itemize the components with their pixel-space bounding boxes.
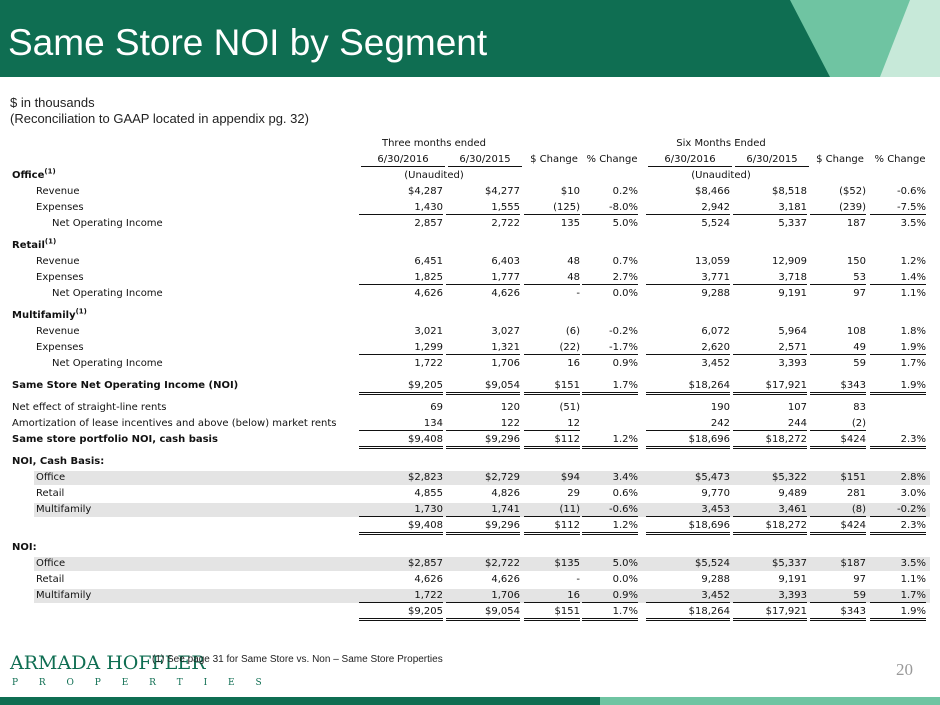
table-cell: 242 [646,418,730,431]
table-cell: (2) [810,418,866,431]
table-row [12,416,930,432]
page-number: 20 [896,660,913,679]
row-label-text: NOI, Cash Basis: [12,456,105,467]
table-column-header-row [12,152,930,168]
table-cell: $9,296 [446,520,520,535]
table-cell: 0.0% [612,574,638,585]
row-label [36,574,64,586]
table-row [12,518,930,534]
table-cell: 1,777 [446,272,520,285]
row-label-text: Net Operating Income [52,218,163,229]
table-cell: 1,555 [446,202,520,215]
table-row [12,378,930,394]
row-label-text: Multifamily [36,504,92,515]
table-cell: $424 [810,520,866,535]
table-cell: 1,299 [359,342,443,355]
units-note: $ in thousands [10,95,95,110]
table-cell: 1.9% [870,380,926,395]
table-cell: - [576,288,580,299]
table-row [12,572,930,588]
table-cell: 3,393 [733,590,807,603]
row-label-text: Net effect of straight-line rents [12,402,167,413]
gaap-reconciliation-note: (Reconciliation to GAAP located in appendix pg. 32) [10,111,309,126]
table-cell: $8,466 [695,186,730,197]
table-cell: 9,770 [701,488,730,499]
table-cell: 2.7% [582,272,638,285]
table-cell: $2,722 [485,558,520,569]
table-cell: $18,264 [646,606,730,621]
table-cell: 0.7% [612,256,638,267]
table-cell: $5,473 [695,472,730,483]
table-cell: $5,322 [772,472,807,483]
table-cell: $18,272 [733,520,807,535]
row-label-text: Office [36,558,66,569]
table-cell: 9,288 [701,574,730,585]
table-cell: -8.0% [582,202,638,215]
table-cell: 48 [567,256,580,267]
table-section-row [12,540,930,556]
table-cell: $151 [840,472,866,483]
unaudited-label: (Unaudited) [404,170,464,181]
row-label [36,272,84,284]
row-label-text: Expenses [36,202,84,213]
table-cell: $18,264 [646,380,730,395]
table-row [12,340,930,356]
table-cell: 1.4% [870,272,926,285]
column-header: $ Change [530,154,578,165]
table-cell: 1.1% [900,288,926,299]
table-cell: 3,452 [646,590,730,603]
row-label [12,402,166,414]
row-label-text: Expenses [36,342,84,353]
table-cell: 120 [500,402,520,413]
table-cell: $2,857 [408,558,443,569]
row-label [52,218,163,230]
table-cell: 3,021 [414,326,443,337]
table-cell: 4,826 [491,488,520,499]
table-row [12,502,930,518]
table-cell: 16 [524,590,580,603]
table-cell: 59 [853,358,866,369]
table-cell: 5,524 [701,218,730,229]
table-cell: -7.5% [870,202,926,215]
table-section-row [12,454,930,470]
table-row [12,324,930,340]
table-cell: 1.7% [900,358,926,369]
column-header: 6/30/2015 [448,154,522,167]
logo-subtitle: P R O P E R T I E S [12,678,271,688]
row-label [36,558,65,570]
table-cell: 3,771 [646,272,730,285]
table-cell: 9,489 [778,488,807,499]
table-row [12,432,930,448]
table-cell: 3,718 [733,272,807,285]
table-cell: 0.2% [612,186,638,197]
table-cell: $9,296 [446,434,520,449]
row-label-text: Retail [12,240,45,251]
table-cell: 1,825 [359,272,443,285]
table-cell: 134 [359,418,443,431]
table-cell: $424 [810,434,866,449]
table-cell: 69 [430,402,443,413]
table-cell: ($52) [839,186,866,197]
table-cell: 9,288 [701,288,730,299]
table-row [12,254,930,270]
logo-name: ARMADA HOFFLER [10,652,206,674]
table-cell: $343 [810,380,866,395]
table-cell: 4,855 [414,488,443,499]
table-cell: 5,337 [778,218,807,229]
table-cell: $4,287 [408,186,443,197]
table-row [12,184,930,200]
table-cell: $112 [524,434,580,449]
table-cell: 2,620 [646,342,730,355]
table-cell: (11) [524,504,580,517]
row-label-text: Office [12,170,45,181]
table-period-header-row [12,136,930,152]
table-cell: 53 [810,272,866,285]
table-cell: 1.2% [900,256,926,267]
table-cell: (6) [565,326,580,337]
table-cell: 0.0% [612,288,638,299]
row-label-text: Revenue [36,256,80,267]
table-cell: 1,730 [359,504,443,517]
row-label [52,288,163,300]
table-row [12,200,930,216]
row-label [36,326,80,338]
table-cell: 1.2% [582,434,638,449]
table-cell: $9,205 [359,380,443,395]
company-logo [10,650,271,695]
table-cell: $18,272 [733,434,807,449]
column-header: $ Change [816,154,864,165]
footnote-marker: (1) [44,167,56,176]
table-cell: $8,518 [772,186,807,197]
row-label [36,186,80,198]
table-cell: 3.5% [900,218,926,229]
row-label [36,504,91,516]
row-label-text: Net Operating Income [52,358,163,369]
table-cell: 6,451 [414,256,443,267]
table-cell: 5,964 [778,326,807,337]
unaudited-label: (Unaudited) [691,170,751,181]
table-cell: 3,027 [491,326,520,337]
row-label-text: Revenue [36,326,80,337]
table-cell: $5,524 [695,558,730,569]
table-cell: $17,921 [733,606,807,621]
table-row [12,270,930,286]
table-cell: 3,393 [778,358,807,369]
table-cell: 1.9% [870,606,926,621]
table-row [12,588,930,604]
table-cell: - [576,574,580,585]
table-cell: (51) [559,402,580,413]
row-label [36,342,84,354]
table-cell: $9,408 [359,434,443,449]
table-row [12,486,930,502]
table-cell: 3,181 [733,202,807,215]
table-cell: 1,706 [446,590,520,603]
table-cell: 6,072 [701,326,730,337]
table-cell: 2,571 [733,342,807,355]
table-cell: 1.7% [870,590,926,603]
table-cell: 1.2% [582,520,638,535]
table-cell: 12,909 [772,256,807,267]
row-label-text: Revenue [36,186,80,197]
table-cell: 2.8% [900,472,926,483]
row-label-text: Office [36,472,66,483]
table-cell: 3,452 [701,358,730,369]
table-cell: 108 [846,326,866,337]
row-label [12,380,238,392]
table-cell: 16 [567,358,580,369]
table-cell: 1,321 [446,342,520,355]
table-cell: 1,741 [446,504,520,517]
table-cell: $9,205 [359,606,443,621]
table-cell: 1,706 [491,358,520,369]
table-cell: 0.9% [612,358,638,369]
table-cell: 244 [733,418,807,431]
table-cell: 1.8% [900,326,926,337]
table-cell: 3.5% [900,558,926,569]
row-label [12,418,336,430]
row-label-text: Retail [36,488,65,499]
row-label [12,237,57,252]
row-label-text: Same Store Net Operating Income (NOI) [12,380,239,391]
row-label [36,488,64,500]
table-cell: $10 [560,186,580,197]
column-header: % Change [874,154,926,165]
column-header: 6/30/2016 [361,154,445,167]
table-cell: (22) [524,342,580,355]
row-label [36,472,65,484]
table-cell: $9,054 [446,606,520,621]
table-cell: 1,722 [414,358,443,369]
table-cell: 0.9% [582,590,638,603]
table-cell: 2.3% [870,520,926,535]
row-label [52,358,163,370]
table-cell: $343 [810,606,866,621]
table-cell: 135 [560,218,580,229]
table-cell: 1,430 [359,202,443,215]
row-label [12,307,87,322]
table-cell: $112 [524,520,580,535]
table-cell: 281 [846,488,866,499]
table-cell: $4,277 [485,186,520,197]
footnote-marker: (1) [75,307,87,316]
table-row [12,470,930,486]
table-cell: 4,626 [491,288,520,299]
column-header: 6/30/2015 [735,154,809,167]
bottom-bar [0,697,940,705]
row-label-text: Same store portfolio NOI, cash basis [12,434,218,445]
table-cell: 107 [787,402,807,413]
table-cell: 5.0% [612,218,638,229]
table-cell: 1.9% [870,342,926,355]
table-cell: $17,921 [733,380,807,395]
table-cell: (8) [810,504,866,517]
table-cell: 4,626 [491,574,520,585]
table-cell: 12 [524,418,580,431]
table-cell: 97 [853,574,866,585]
table-cell: 13,059 [695,256,730,267]
table-cell: $9,408 [359,520,443,535]
column-header: 6/30/2016 [648,154,732,167]
table-cell: 2,722 [491,218,520,229]
table-cell: $2,823 [408,472,443,483]
table-row [12,286,930,302]
table-cell: $135 [554,558,580,569]
row-label [36,590,91,602]
row-label [12,167,56,182]
table-cell: 9,191 [778,574,807,585]
table-cell: $5,337 [772,558,807,569]
row-label-text: NOI: [12,542,37,553]
period-three-months: Three months ended [381,138,486,149]
table-cell: 3,453 [646,504,730,517]
table-row [12,604,930,620]
row-label-text: Net Operating Income [52,288,163,299]
table-cell: 122 [446,418,520,431]
row-label [12,434,218,446]
period-six-months: Six Months Ended [676,138,766,149]
table-cell: 2.3% [870,434,926,449]
row-label-text: Multifamily [12,310,76,321]
table-cell: (239) [810,202,866,215]
table-cell: 97 [853,288,866,299]
table-row [12,556,930,572]
row-label-text: Expenses [36,272,84,283]
table-cell: 4,626 [414,574,443,585]
table-cell: $9,054 [446,380,520,395]
row-label [36,256,80,268]
table-cell: 1,722 [359,590,443,603]
table-cell: 83 [853,402,866,413]
table-cell: 187 [846,218,866,229]
table-row [12,400,930,416]
table-section-row [12,238,930,254]
table-cell: 1.1% [900,574,926,585]
table-cell: 0.6% [612,488,638,499]
table-cell: -1.7% [582,342,638,355]
table-cell: 1.7% [582,380,638,395]
table-row [12,216,930,232]
table-cell: $18,696 [646,520,730,535]
table-cell: 190 [710,402,730,413]
table-cell: 9,191 [778,288,807,299]
footnote-marker: (1) [44,237,57,246]
table-cell: 59 [810,590,866,603]
footnote: (1) See page 31 for Same Store vs. Non – Same Store Properties [152,654,443,665]
row-label-text: Retail [36,574,65,585]
table-cell: $18,696 [646,434,730,449]
table-row [12,356,930,372]
table-cell: (125) [524,202,580,215]
table-cell: 5.0% [612,558,638,569]
column-header: % Change [586,154,638,165]
table-cell: -0.6% [582,504,638,517]
table-cell: 2,942 [646,202,730,215]
table-cell: 4,626 [414,288,443,299]
table-cell: -0.6% [896,186,926,197]
table-cell: $187 [840,558,866,569]
table-cell: 2,857 [414,218,443,229]
row-label [36,202,84,214]
table-section-row [12,168,930,184]
table-cell: 48 [524,272,580,285]
row-label-text: Multifamily [36,590,92,601]
table-cell: 29 [567,488,580,499]
table-section-row [12,308,930,324]
row-label [12,542,37,554]
table-cell: $151 [524,380,580,395]
table-cell: 6,403 [491,256,520,267]
table-cell: 1.7% [582,606,638,621]
table-cell: 3.4% [612,472,638,483]
page-title: Same Store NOI by Segment [8,22,488,63]
table-cell: 49 [810,342,866,355]
table-cell: $94 [560,472,580,483]
row-label [12,456,104,468]
noi-table [12,136,930,620]
table-cell: 3.0% [900,488,926,499]
table-cell: 3,461 [733,504,807,517]
table-cell: -0.2% [608,326,638,337]
table-cell: $2,729 [485,472,520,483]
table-cell: 150 [846,256,866,267]
row-label-text: Amortization of lease incentives and above (below) market rents [12,418,337,429]
table-cell: -0.2% [870,504,926,517]
table-cell: $151 [524,606,580,621]
